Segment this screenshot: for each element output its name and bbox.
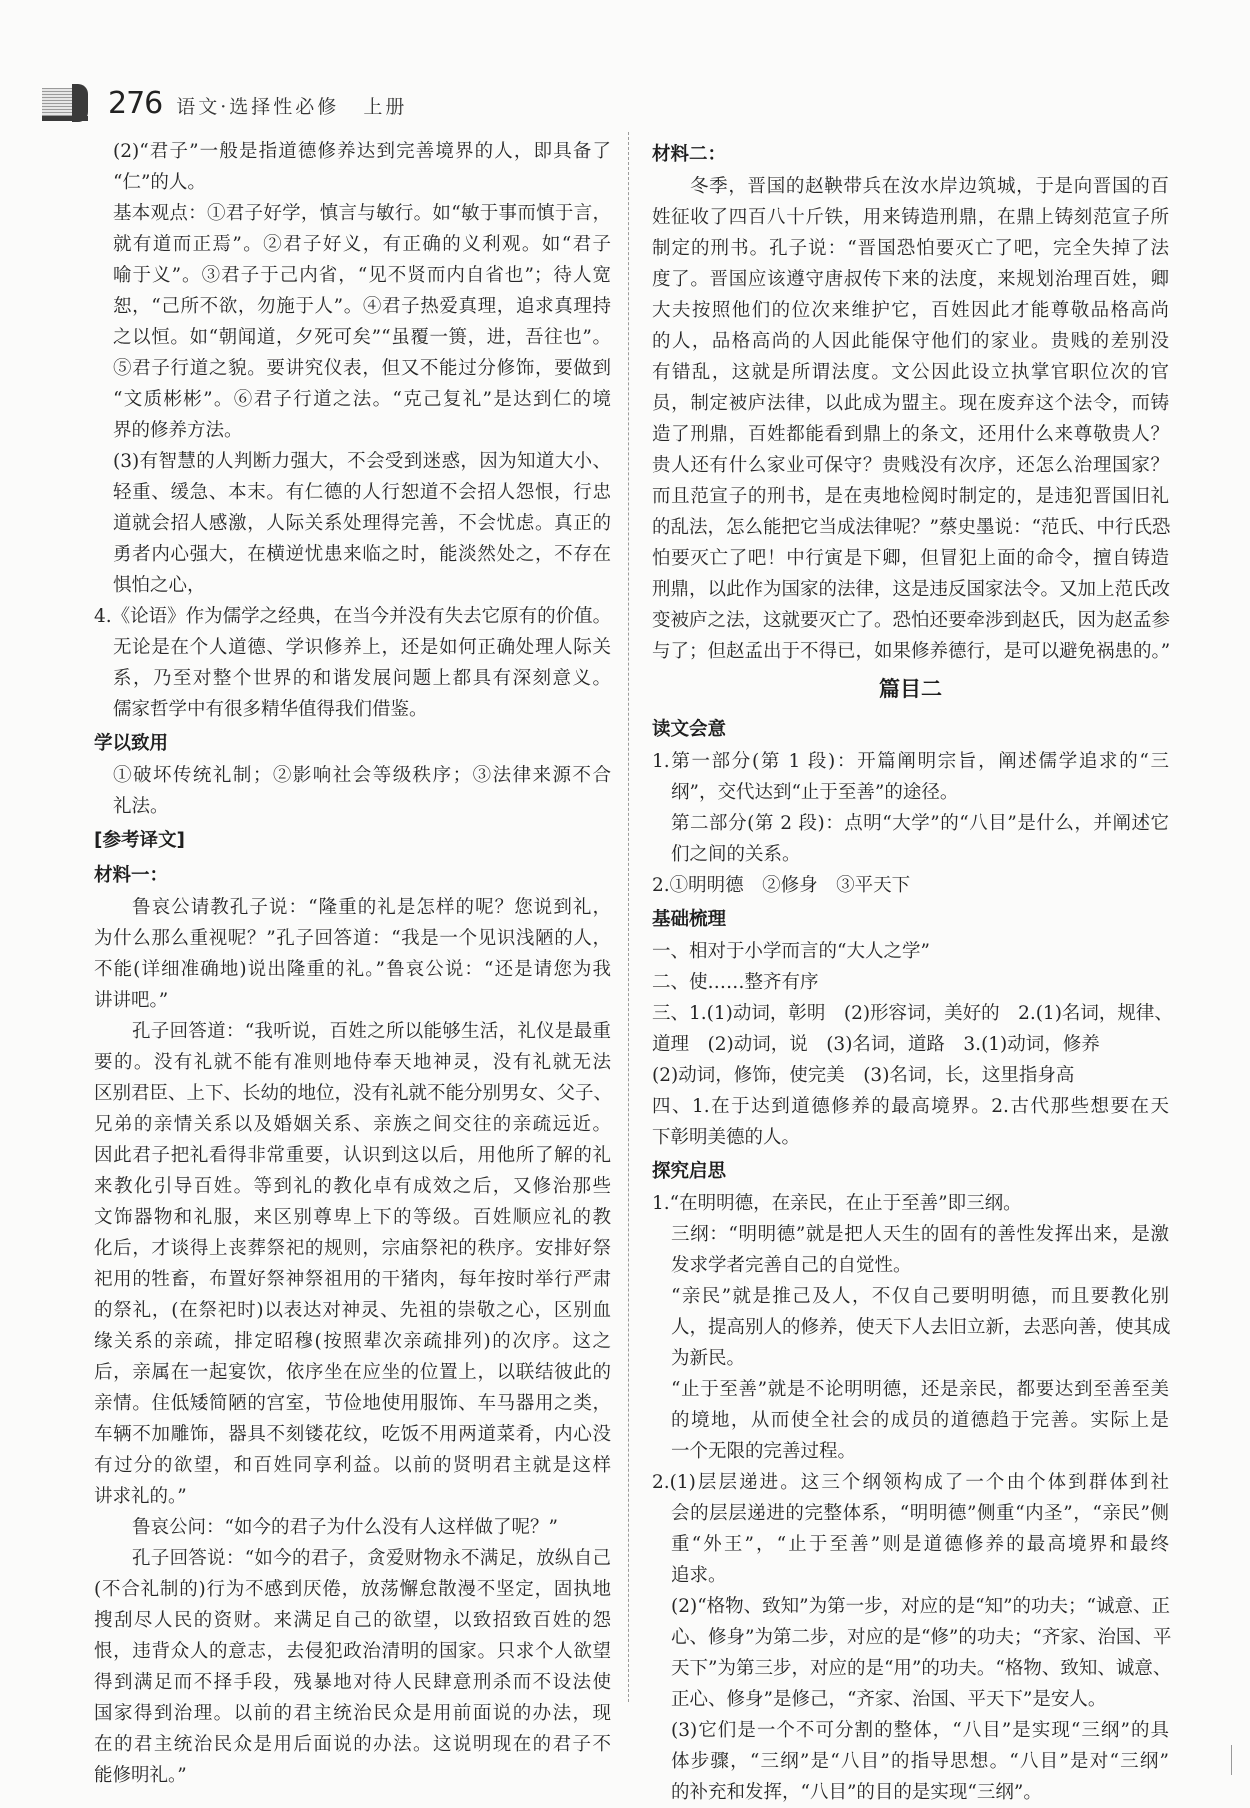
text-line: 道就会招人感激，人际关系处理得完善，不会忧虑。真正的: [113, 513, 611, 534]
paragraph: [94, 601, 611, 725]
text-line: (3)有智慧的人判断力强大，不会受到迷惑，因为知道大小、: [113, 451, 611, 472]
text-line: “止于至善”就是不论明明德，还是亲民，都要达到至善至美: [671, 1379, 1169, 1400]
paragraph: [652, 967, 1169, 998]
text-line: 搜刮尽人民的资财。来满足自己的欲望，以致招致百姓的怨: [94, 1610, 611, 1631]
tab-base: [42, 116, 88, 121]
paragraph: [652, 1188, 1169, 1219]
text-line: 制定的刑书。孔子说：“晋国恐怕要灭亡了吧，完全失掉了法: [652, 238, 1169, 259]
section-heading: 探究启思: [652, 1161, 727, 1182]
text-line: 祀用的牲畜，布置好祭神祭祖用的干猪肉，每年按时举行严肃: [94, 1269, 611, 1290]
paragraph: [94, 892, 611, 1016]
text-line: 区别君臣、上下、长幼的地位，没有礼就不能分别男女、父子、: [94, 1083, 613, 1104]
text-line: 界的修养方法。: [113, 420, 243, 441]
text-line: 孔子回答道：“我听说，百姓之所以能够生活，礼仪是最重: [132, 1021, 611, 1042]
text-line: 不能(详细准确地)说出隆重的礼。”鲁哀公说：“还是请您为我: [94, 959, 611, 980]
paragraph: [652, 1591, 1172, 1715]
text-line: 一个无限的完善过程。: [671, 1441, 857, 1462]
text-line: 鲁哀公请教孔子说：“隆重的礼是怎样的呢？您说到礼，: [132, 897, 611, 918]
paragraph: [652, 1467, 1169, 1591]
paragraph: [652, 1091, 1169, 1153]
text-line: 文饰器物和礼服，来区别尊卑上下的等级。百姓顺应礼的教: [94, 1207, 611, 1228]
section-heading: 材料二：: [652, 144, 727, 165]
text-line: 之以恒。如“朝闻道，夕死可矣”“虽覆一篑，进，吾往也”。: [113, 327, 611, 348]
text-line: 恨，违背众人的意志，去侵犯政治清明的国家。只求个人欲望: [94, 1641, 611, 1662]
left-column: [94, 136, 611, 1791]
text-line: 后，亲属在一起宴饮，依序坐在应坐的位置上，以联结彼此的: [94, 1362, 611, 1383]
text-line: (不合礼制的)行为不感到厌倦，放荡懈怠散漫不坚定，固执地: [94, 1579, 611, 1600]
text-line: 发求学者完善自己的自觉性。: [671, 1255, 912, 1276]
text-line: 与了；但赵孟出于不得已，如果修养德行，是可以避免祸患的。”: [652, 641, 1171, 662]
text-line: 的人，品格高尚的人因此能保守他们的家业。贵贱的差别没: [652, 331, 1169, 352]
text-line: 第二部分(第 2 段)：点明“大学”的“八目”是什么，并阐述它: [671, 813, 1169, 834]
text-line: 礼法。: [113, 796, 169, 817]
paragraph: [94, 136, 611, 198]
text-line: ⑤君子行道之貌。要讲究仪表，但又不能过分修饰，要做到: [113, 358, 611, 379]
book-volume: 上册: [363, 96, 408, 118]
text-line: 就有道而正焉”。②君子好义，有正确的义利观。如“君子: [113, 234, 611, 255]
text-line: (2)“格物、致知”为第一步，对应的是“知”的功夫；“诚意、正: [671, 1596, 1170, 1617]
paragraph: [94, 446, 611, 601]
text-line: 员，制定被庐法律，以此成为盟主。现在废弃这个法令，而铸: [652, 393, 1169, 414]
text-line: 正心、修身”是修己，“齐家、治国、平天下”是安人。: [671, 1689, 1107, 1710]
text-line: 道理 (2)动词，说 (3)名词，道路 3.(1)动词，修养: [652, 1034, 1100, 1055]
text-line: 心、修身”为第二步，对应的是“修”的功夫；“齐家、治国、平: [671, 1627, 1172, 1648]
text-line: ①破坏传统礼制；②影响社会等级秩序；③法律来源不合: [113, 765, 611, 786]
section-title: 篇目二: [879, 677, 942, 701]
paragraph: [94, 1016, 611, 1512]
text-line: 二、使……整齐有序: [652, 972, 819, 993]
text-line: 要的。没有礼就不能有准则地侍奉天地神灵，没有礼就无法: [94, 1052, 611, 1073]
section-heading: [参考译文]: [94, 830, 185, 851]
text-line: 鲁哀公问：“如今的君子为什么没有人这样做了呢？”: [132, 1517, 558, 1538]
text-line: 体步骤，“三纲”是“八目”的指导思想。“八目”是对“三纲”: [671, 1751, 1169, 1772]
text-line: 们之间的关系。: [671, 844, 801, 865]
text-line: 人，提高别人的修养，使天下人去旧立新，去恶向善，使其成: [671, 1317, 1171, 1338]
paragraph: [94, 198, 611, 446]
text-line: 4.《论语》作为儒学之经典，在当今并没有失去它原有的价值。: [94, 606, 612, 627]
text-line: 亲情。住低矮简陋的宫室，节俭地使用服饰、车马器用之类，: [94, 1393, 611, 1414]
page-tab-decoration: [42, 84, 88, 120]
text-line: 能修明礼。”: [94, 1765, 187, 1786]
text-line: 在的君主统治民众是用后面说的办法。这说明现在的君子不: [94, 1734, 611, 1755]
text-line: 缘关系的亲疏，排定昭穆(按照辈次亲疏排列)的次序。这之: [94, 1331, 611, 1352]
text-line: 讲讲吧。”: [94, 990, 169, 1011]
page-header: [108, 86, 407, 126]
text-line: 会的层层递进的完整体系，“明明德”侧重“内圣”，“亲民”侧: [671, 1503, 1169, 1524]
text-line: 造了刑鼎，百姓都能看到鼎上的条文，还用什么来尊敬贵人？: [652, 424, 1169, 445]
text-line: 刑鼎，以此作为国家的法律，这是违反国家法令。又加上范氏改: [652, 579, 1171, 600]
text-line: 无论是在个人道德、学识修养上，还是如何正确处理人际关: [113, 637, 611, 658]
text-line: 三、1.(1)动词，彰明 (2)形容词，美好的 2.(1)名词，规律、: [652, 1003, 1173, 1024]
text-line: 纲”，交代达到“止于至善”的途径。: [671, 782, 959, 803]
text-line: 下彰明美德的人。: [652, 1127, 801, 1148]
paragraph: [652, 936, 1169, 967]
text-line: 化后，才谈得上丧葬祭祀的规则，宗庙祭祀的秩序。安排好祭: [94, 1238, 611, 1259]
text-line: 得到满足而不择手段，残暴地对待人民肆意刑杀而不设法使: [94, 1672, 611, 1693]
text-line: 变被庐之法，这就要灭亡了。恐怕还要牵涉到赵氏，因为赵孟参: [652, 610, 1171, 631]
text-line: 系，乃至对整个世界的和谐发展问题上都具有深刻意义。: [113, 668, 611, 689]
text-line: 的祭礼，(在祭祀时)以表达对神灵、先祖的崇敬之心，区别血: [94, 1300, 611, 1321]
text-line: 为什么那么重视呢？”孔子回答道：“我是一个见识浅陋的人，: [94, 928, 611, 949]
paragraph: [652, 870, 1169, 901]
text-line: 度了。晋国应该遵守唐叔传下来的法度，来规划治理百姓，卿: [652, 269, 1169, 290]
text-line: 2.(1)层层递进。这三个纲领构成了一个由个体到群体到社: [652, 1472, 1169, 1493]
text-line: 有错乱，这就是所谓法度。文公因此设立执掌官职位次的官: [652, 362, 1169, 383]
paragraph: [652, 1281, 1169, 1374]
text-line: 兄弟的亲情关系以及婚姻关系、亲族之间交往的亲疏远近。: [94, 1114, 611, 1135]
text-line: 儒家哲学中有很多精华值得我们借鉴。: [113, 699, 428, 720]
text-line: 的乱法，怎么能把它当成法律呢？”蔡史墨说：“范氏、中行氏恐: [652, 517, 1171, 538]
text-line: 因此君子把礼看得非常重要，认识到这以后，用他所了解的礼: [94, 1145, 611, 1166]
section-heading: 基础梳理: [652, 909, 727, 930]
text-line: 贵人还有什么家业可保守？贵贱没有次序，还怎么治理国家？: [652, 455, 1169, 476]
corner-mark: [1231, 1745, 1232, 1775]
text-line: 怕要灭亡了吧！中行寅是下卿，但冒犯上面的命令，擅自铸造: [652, 548, 1169, 569]
right-column: [652, 136, 1173, 1808]
paragraph: [652, 171, 1169, 667]
section-heading: 材料一：: [94, 865, 169, 886]
text-line: 四、1.在于达到道德修养的最高境界。2.古代那些想要在天: [652, 1096, 1169, 1117]
paragraph: [94, 760, 611, 822]
text-line: 三纲：“明明德”就是把人天生的固有的善性发挥出来，是激: [671, 1224, 1169, 1245]
page-number: 276: [108, 86, 163, 121]
text-line: (2)动词，修饰，使完美 (3)名词，长，这里指身高: [652, 1065, 1075, 1086]
column-divider: [628, 132, 629, 1702]
text-line: (2)“君子”一般是指道德修养达到完善境界的人，即具备了: [113, 141, 611, 162]
text-line: “文质彬彬”。⑥君子行道之法。“克己复礼”是达到仁的境: [113, 389, 611, 410]
book-title: 语文·选择性必修: [176, 96, 340, 118]
text-line: 惧怕之心，: [113, 575, 206, 596]
text-line: 为新民。: [671, 1348, 746, 1369]
text-line: 的境地，从而使全社会的成员的道德趋于完善。实际上是: [671, 1410, 1169, 1431]
section-heading: 学以致用: [94, 733, 169, 754]
text-line: 一、相对于小学而言的“大人之学”: [652, 941, 930, 962]
text-line: 讲求礼的。”: [94, 1486, 187, 1507]
text-line: 1.“在明明德，在亲民，在止于至善”即三纲。: [652, 1193, 1022, 1214]
text-line: 1.第一部分(第 1 段)：开篇阐明宗旨，阐述儒学追求的“三: [652, 751, 1169, 772]
text-line: 冬季，晋国的赵鞅带兵在汝水岸边筑城，于是向晋国的百: [690, 176, 1169, 197]
text-line: 来教化引导百姓。等到礼的教化卓有成效之后，又修治那些: [94, 1176, 611, 1197]
text-line: 轻重、缓急、本末。有仁德的人行恕道不会招人怨恨，行忠: [113, 482, 611, 503]
text-line: 的补充和发挥，“八目”的目的是实现“三纲”。: [671, 1782, 1042, 1803]
text-line: 恕，“己所不欲，勿施于人”。④君子热爱真理，追求真理持: [113, 296, 611, 317]
text-line: 车辆不加雕饰，器具不刻镂花纹，吃饭不用两道菜肴，内心没: [94, 1424, 611, 1445]
text-line: 大夫按照他们的位次来维护它，百姓因此才能尊敬品格高尚: [652, 300, 1169, 321]
paragraph: [94, 1543, 611, 1791]
text-line: 勇者内心强大，在横逆忧患来临之时，能淡然处之，不存在: [113, 544, 611, 565]
paragraph: [652, 746, 1169, 808]
text-line: 喻于义”。③君子于己内省，“见不贤而内自省也”；待人宽: [113, 265, 611, 286]
paragraph: [652, 1374, 1169, 1467]
text-line: 重“外王”，“止于至善”则是道德修养的最高境界和最终: [671, 1534, 1169, 1555]
paragraph: [652, 808, 1169, 870]
paragraph: [652, 998, 1173, 1091]
text-line: 基本观点：①君子好学，慎言与敏行。如“敏于事而慎于言，: [113, 203, 611, 224]
text-line: 天下”为第三步，对应的是“用”的功夫。“格物、致知、诚意、: [671, 1658, 1172, 1679]
text-line: 追求。: [671, 1565, 727, 1586]
text-line: 2.①明明德 ②修身 ③平天下: [652, 875, 911, 896]
paragraph: [652, 1715, 1169, 1808]
text-line: (3)它们是一个不可分割的整体，“八目”是实现“三纲”的具: [671, 1720, 1169, 1741]
text-line: 有过分的欲望，和百姓同享利益。以前的贤明君主就是这样: [94, 1455, 611, 1476]
text-line: 国家得到治理。以前的君主统治民众是用前面说的办法，现: [94, 1703, 611, 1724]
text-line: 孔子回答说：“如今的君子，贪爱财物永不满足，放纵自己: [132, 1548, 611, 1569]
paragraph: [652, 1219, 1169, 1281]
text-line: “仁”的人。: [113, 172, 206, 193]
paragraph: [94, 1512, 611, 1543]
text-line: 姓征收了四百八十斤铁，用来铸造刑鼎，在鼎上铸刻范宣子所: [652, 207, 1169, 228]
text-line: “亲民”就是推己及人，不仅自己要明明德，而且要教化别: [671, 1286, 1169, 1307]
text-line: 而且范宣子的刑书，是在夷地检阅时制定的，是违犯晋国旧礼: [652, 486, 1169, 507]
section-heading: 读文会意: [652, 719, 727, 740]
